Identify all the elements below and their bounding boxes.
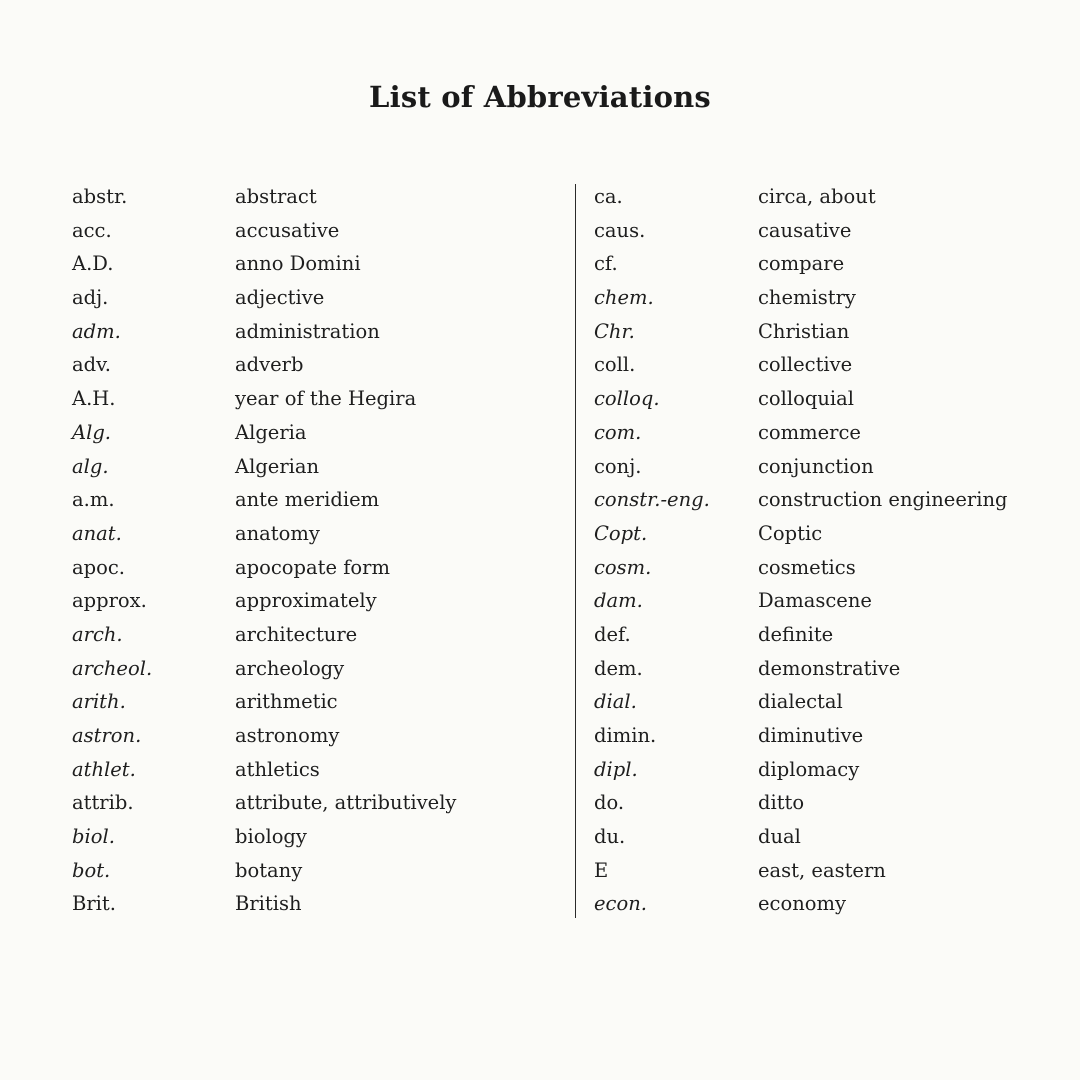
abbreviation: Alg. [72, 420, 111, 444]
abbreviation: constr.-eng. [594, 488, 710, 512]
abbreviation: caus. [594, 218, 646, 242]
abbreviation: do. [594, 791, 625, 815]
abbreviation-meaning: botany [235, 858, 303, 882]
abbreviation: adm. [72, 319, 121, 343]
abbreviation-meaning: biology [235, 825, 307, 849]
abbreviation-meaning: adjective [235, 286, 325, 310]
abbreviation-meaning: diminutive [758, 724, 864, 747]
abbreviation: dam. [594, 589, 643, 613]
abbreviation-meaning: ante meridiem [235, 488, 380, 512]
abbreviation-meaning: architecture [235, 622, 358, 646]
abbreviation: Copt. [594, 521, 648, 545]
abbreviation: bot. [72, 858, 111, 882]
abbreviation: dimin. [594, 724, 657, 747]
abbreviation: chem. [594, 286, 654, 310]
abbreviation-meaning: colloquial [758, 387, 855, 411]
abbreviation-meaning: chemistry [758, 286, 856, 310]
abbreviation: colloq. [594, 387, 660, 411]
abbreviation: astron. [72, 724, 142, 747]
abbreviation: biol. [72, 825, 115, 849]
abbreviation-meaning: athletics [235, 757, 320, 781]
abbreviation: arch. [72, 622, 123, 646]
abbreviation-meaning: conjunction [758, 454, 874, 478]
abbreviation: def. [594, 622, 631, 646]
abbreviation: adj. [72, 286, 109, 310]
abbreviation: approx. [72, 589, 147, 613]
abbreviation-meaning: archeology [235, 656, 345, 680]
abbreviation-meaning: Algerian [235, 454, 320, 478]
abbreviation: ca. [594, 185, 623, 208]
abbreviation-meaning: cosmetics [758, 555, 856, 579]
abbreviation-meaning: administration [235, 319, 380, 343]
abbreviation: abstr. [72, 185, 128, 208]
abbreviation: com. [594, 420, 642, 444]
abbreviation-meaning: economy [758, 892, 847, 916]
abbreviation-meaning: causative [758, 218, 852, 242]
abbreviation: apoc. [72, 555, 125, 579]
abbreviation-meaning: diplomacy [758, 757, 860, 781]
abbreviation: Chr. [594, 319, 635, 343]
abbreviation-meaning: British [235, 892, 302, 916]
abbreviation: du. [594, 825, 626, 849]
abbreviation-meaning: ditto [758, 791, 805, 815]
abbreviation: E [594, 858, 609, 882]
abbreviation: dial. [594, 690, 637, 714]
abbreviation-meaning: year of the Hegira [235, 387, 417, 411]
abbreviation: arith. [72, 690, 126, 714]
abbreviation-meaning: approximately [235, 589, 377, 613]
abbreviation-meaning: Algeria [235, 420, 307, 444]
abbreviation-meaning: east, eastern [758, 858, 886, 882]
abbreviation-meaning: astronomy [235, 724, 340, 747]
abbreviation: conj. [594, 454, 642, 478]
abbreviation-meaning: circa, about [758, 185, 876, 208]
abbreviation-meaning: arithmetic [235, 690, 338, 714]
abbreviation-meaning: apocopate form [235, 555, 390, 579]
abbreviation: coll. [594, 353, 636, 377]
abbreviation: A.H. [72, 387, 116, 411]
abbreviation-meaning: anatomy [235, 521, 320, 545]
abbreviation-meaning: dialectal [758, 690, 843, 714]
abbreviation-meaning: attribute, attributively [235, 791, 457, 815]
abbreviation: alg. [72, 454, 109, 478]
abbreviation: attrib. [72, 791, 134, 815]
abbreviation-meaning: collective [758, 353, 853, 377]
abbreviation: dem. [594, 656, 643, 680]
abbreviation: acc. [72, 218, 112, 242]
abbreviation: dipl. [594, 757, 638, 781]
abbreviation-meaning: Coptic [758, 521, 823, 545]
abbreviation: adv. [72, 353, 112, 377]
column-divider [575, 184, 576, 918]
abbreviation-meaning: compare [758, 252, 845, 276]
abbreviation-meaning: Damascene [758, 589, 872, 613]
abbreviation-meaning: demonstrative [758, 656, 901, 680]
abbreviation-meaning: commerce [758, 420, 861, 444]
abbreviation-meaning: accusative [235, 218, 340, 242]
abbreviation-meaning: adverb [235, 353, 304, 377]
abbreviation: cosm. [594, 555, 652, 579]
abbreviation: archeol. [72, 656, 153, 680]
abbreviation: Brit. [72, 892, 116, 916]
abbreviation-meaning: definite [758, 622, 834, 646]
abbreviation: A.D. [72, 252, 114, 276]
abbreviation-meaning: anno Domini [235, 252, 361, 276]
abbreviation-meaning: construction engineering [758, 488, 1008, 512]
abbreviation: anat. [72, 521, 122, 545]
page-title: List of Abbreviations [369, 80, 711, 114]
abbreviation-meaning: dual [758, 825, 801, 849]
abbreviation: athlet. [72, 757, 136, 781]
abbreviation: econ. [594, 892, 647, 916]
abbreviation-meaning: Christian [758, 319, 850, 343]
abbreviation: cf. [594, 252, 618, 276]
abbreviation: a.m. [72, 488, 115, 512]
abbreviation-meaning: abstract [235, 185, 317, 208]
